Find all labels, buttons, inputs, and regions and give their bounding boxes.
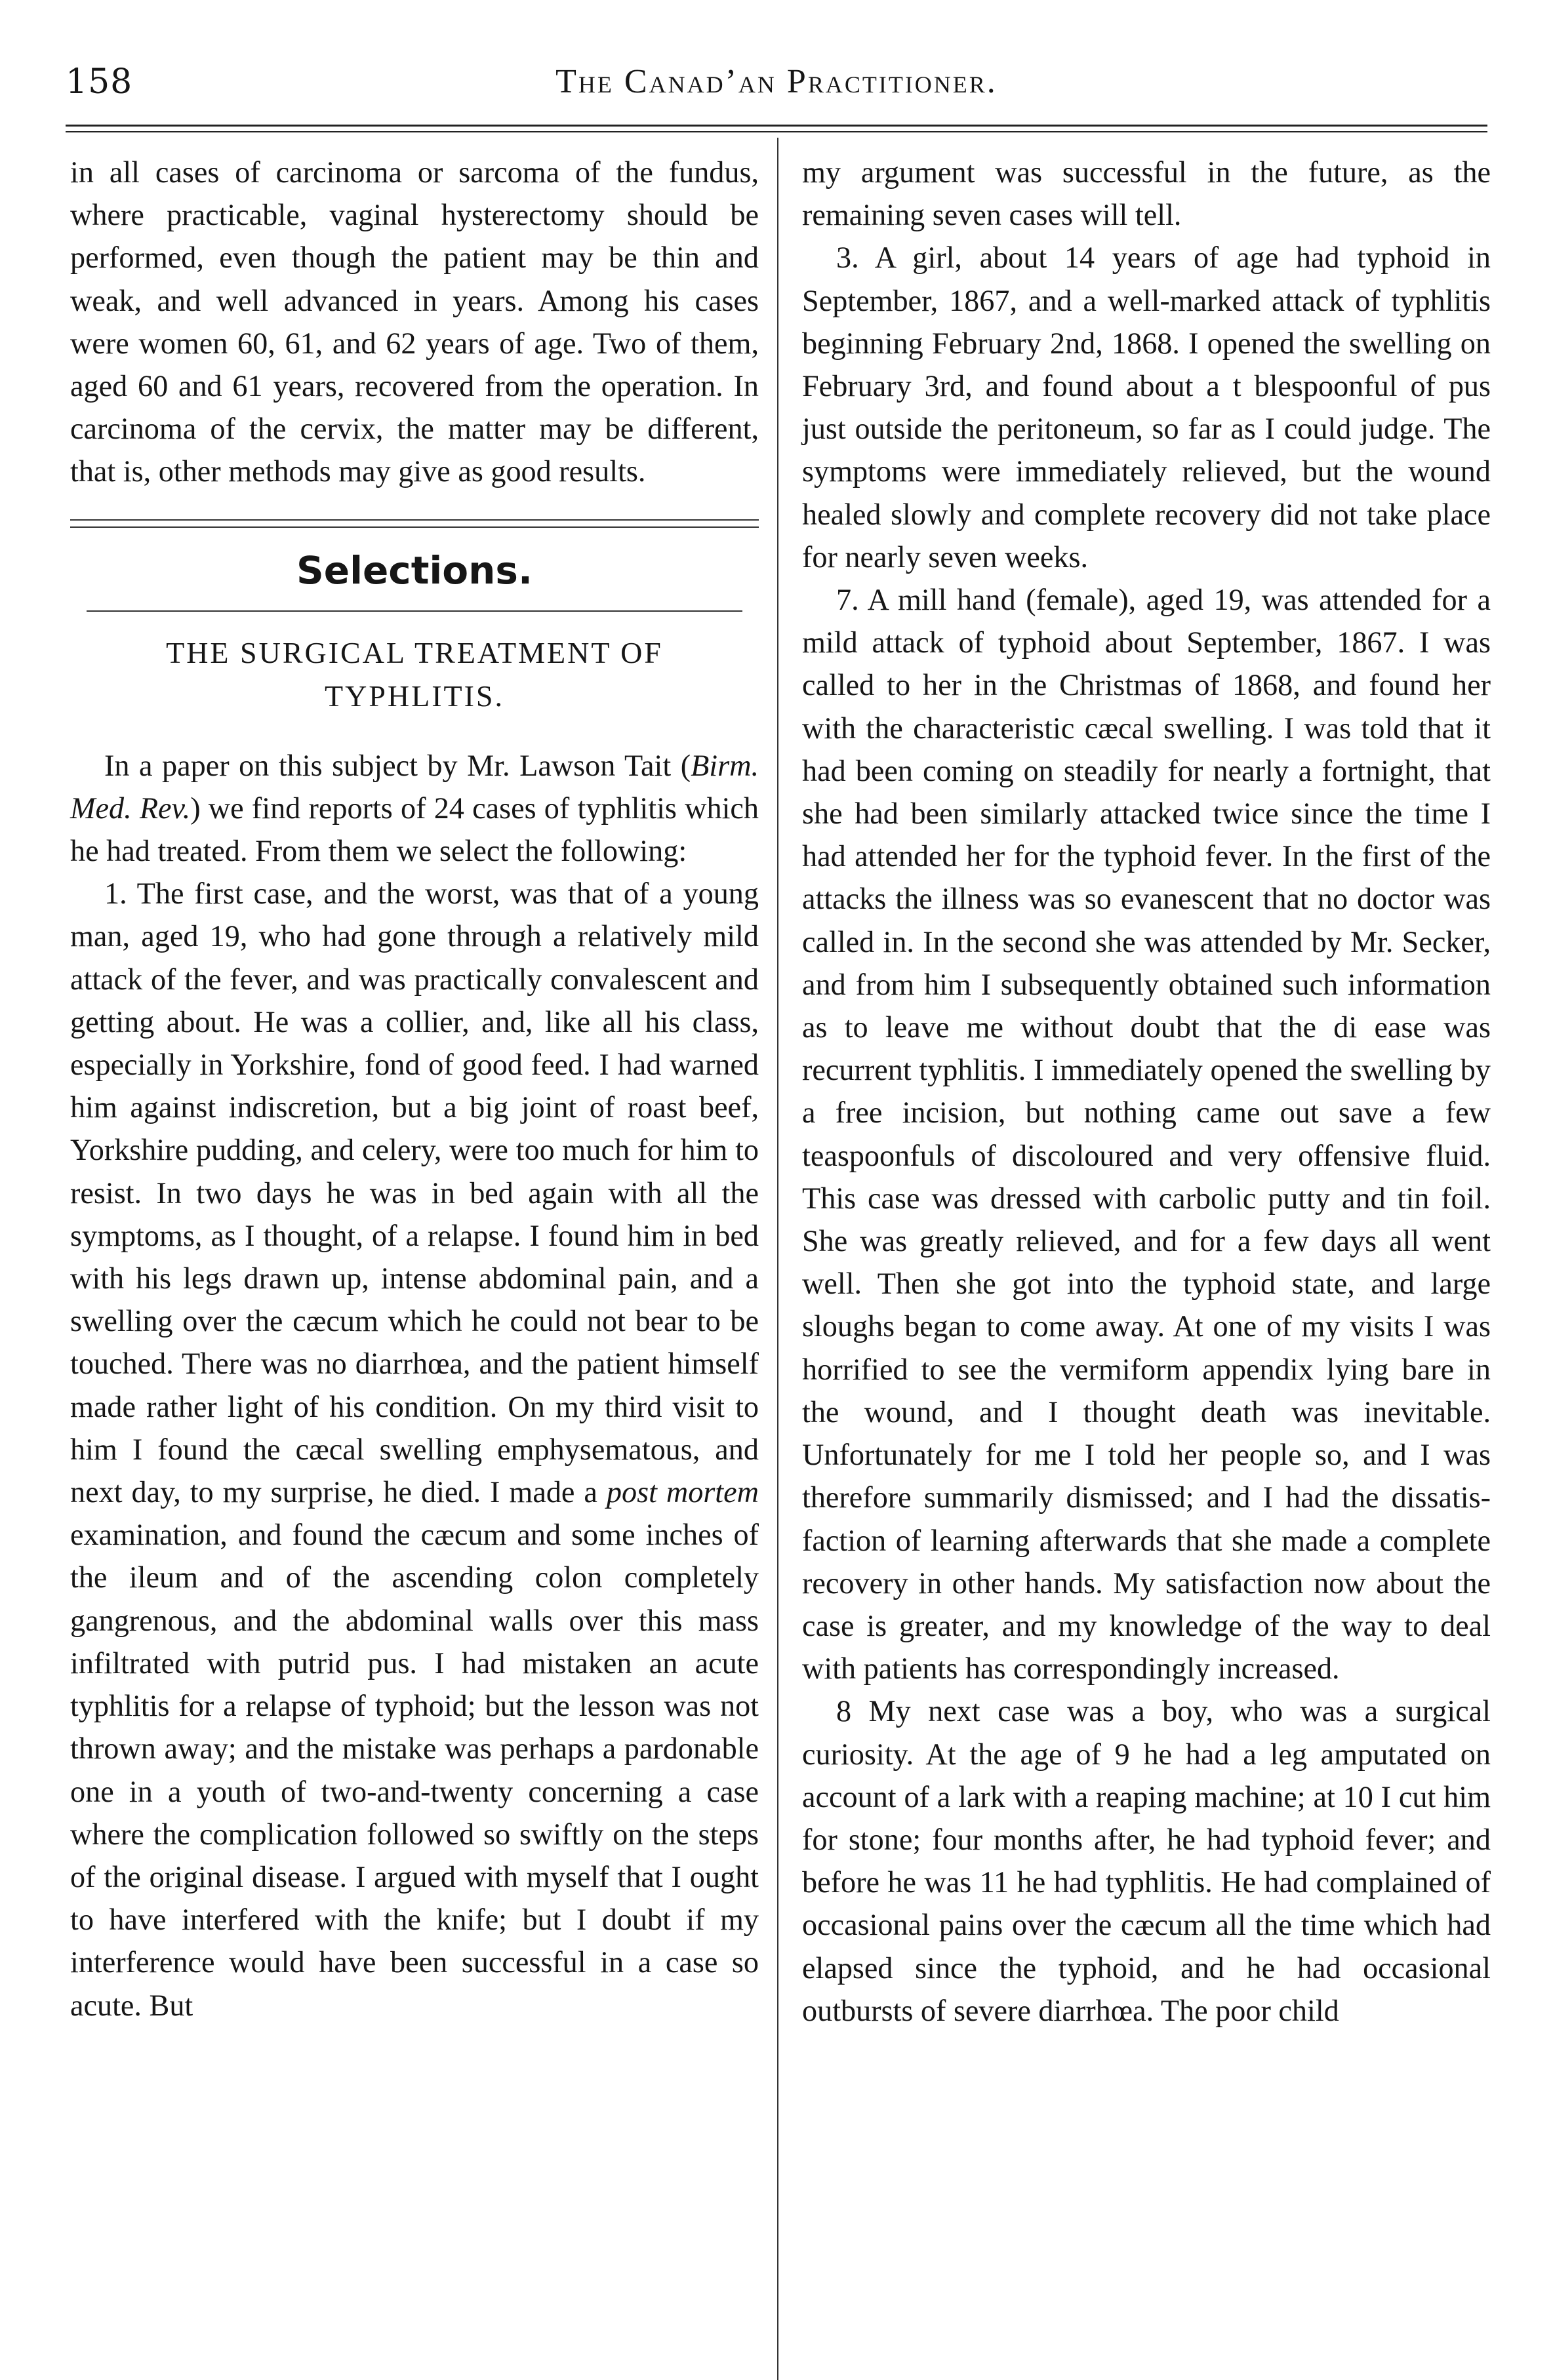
case-1-paragraph [70,872,759,2026]
case-1-text-a: 1. The first case, and the worst, was that of a young man, aged 19, who had gone through a relatively mild attack of the fever, and was practically convalescent and getting about. He was a collier, and, like all his class, especially in Yorkshire, fond of good feed. I had warned him against indiscretion, but a big joint of roast beef, Yorkshire pudding, and celery, were too much for him to resist. In two days he was in bed again with all the symptoms, as I thought, of a relapse. I found him in bed with his legs drawn up, intense abdominal pain, and a swelling over the cæcum which he could not bear to be touched. There was no diarrhœa, and the patient himself made rather light of his condition. On my third visit to him I found the cæcal swelling emphysematous, and next day, to my surprise, he died. I made a [70,877,759,1509]
intro-paragraph: in all cases of carcinoma or sarcoma of the fundus, where practicable, vaginal hysterectomy should be performed, even though the patient may be thin and weak, and well advanced in years. Among his cases were women 60, 61, and 62 years of age. Two of them, aged 60 and 61 years, recovered from the operation. In carcinoma of the cervix, the matter may be different, that is, other methods may give as good results. [70,155,759,488]
section-double-rule [70,519,759,528]
column-divider [777,138,778,2380]
intro-text-a: In a paper on this subject by Mr. Lawson Tait ( [104,748,691,782]
case-8-paragraph: 8 My next case was a boy, who was a surgical curiosity. At the age of 9 he had a leg amputated on account of a lark with a reaping machine; at 10 I cut him for stone; four months after, he had typhoid fever; and before he was 11 he had typhlitis. He had complained of occasional pains over the cæcum all the time which had elapsed since the typhoid, and he had occasional outbursts of severe diarrhœa. The poor child [802,1694,1491,2027]
journal-title: The Canad’an Practitioner. [555,63,998,100]
case-1-text-b: examination, and found the cæcum and some inches of the ileum and of the ascending colon completely gangrenous, and the abdominal walls over this mass infiltrated with putrid pus. I had mistaken an acute typhlitis for a relapse of typhoid; but the lesson was not thrown away; and the mistake was perhaps a pardonable one in a youth of two-and-twenty concerning a case where the complication followed so swiftly on the steps of the original disease. I argued with myself that I ought to have interfered with the knife; but I doubt if my interference would have been successful in a case so acute. But [70,1518,759,2022]
article-intro-paragraph [70,744,759,873]
case-1-italic: post mortem [606,1475,759,1509]
header-rule-bottom [66,131,1487,132]
case-7-paragraph: 7. A mill hand (female), aged 19, was attended for a mild attack of typhoid about September, 1867. I was called to her in the Christmas of 1868, and found her with the characteristic cæcal swelling. I was told that it had been coming on steadily for nearly a fortnight, that she had been similarly attacked twice since the time I had attended her for the typhoid fever. In the first of the attacks the illness was so evanescent that no doctor was called in. In the second she was attended by Mr. Secker, and from him I subsequently obtained such information as to leave me without doubt that the di ease was recurrent typhlitis. I immediately opened the swelling by a free incision, but nothing came out save a few teaspoonfuls of discoloured and very offensive fluid. This case was dressed with carbolic putty and tin foil. She was greatly relieved, and for a few days all went well. Then she got into the typhoid state, and large sloughs began to come away. At one of my visits I was horrified to see the vermiform appendix lying bare in the wound, and I thought death was inevitable. Unfortunately for me I told her people so, and I was therefore summarily dismissed; and I had the dissatisfaction of learning afterwards that she made a complete recovery in other hands. My satisfaction now about the case is greater, and my knowledge of the way to deal with patients has correspondingly increased. [802,583,1491,1686]
header-rule-top [66,125,1487,127]
left-column [70,151,759,2027]
section-heading: Selections. [296,547,533,593]
case-3-paragraph: 3. A girl, about 14 years of age had typhoid in September, 1867, and a well-marked attack of typhlitis beginning February 2nd, 1868. I opened the swelling on February 3rd, and found about a t blespoonful of pus just outside the peritoneum, so far as I could judge. The symptoms were immediately relieved, but the wound healed slowly and complete recovery did not take place for nearly seven weeks. [802,241,1491,574]
source-citation: Birm. Med. Rev. [70,748,759,825]
continuation-paragraph: my argument was successful in the future, as the remaining seven cases will tell. [802,155,1491,232]
intro-text-b: ) we find reports of 24 cases of typhlitis which he had treated. From them we select the following: [70,791,759,868]
running-head [0,62,1553,115]
article-title: THE SURGICAL TREATMENT OF TYPHLITIS. [166,635,663,713]
heading-rule [87,610,742,612]
right-column [802,151,1491,2032]
page-number: 158 [66,62,133,102]
